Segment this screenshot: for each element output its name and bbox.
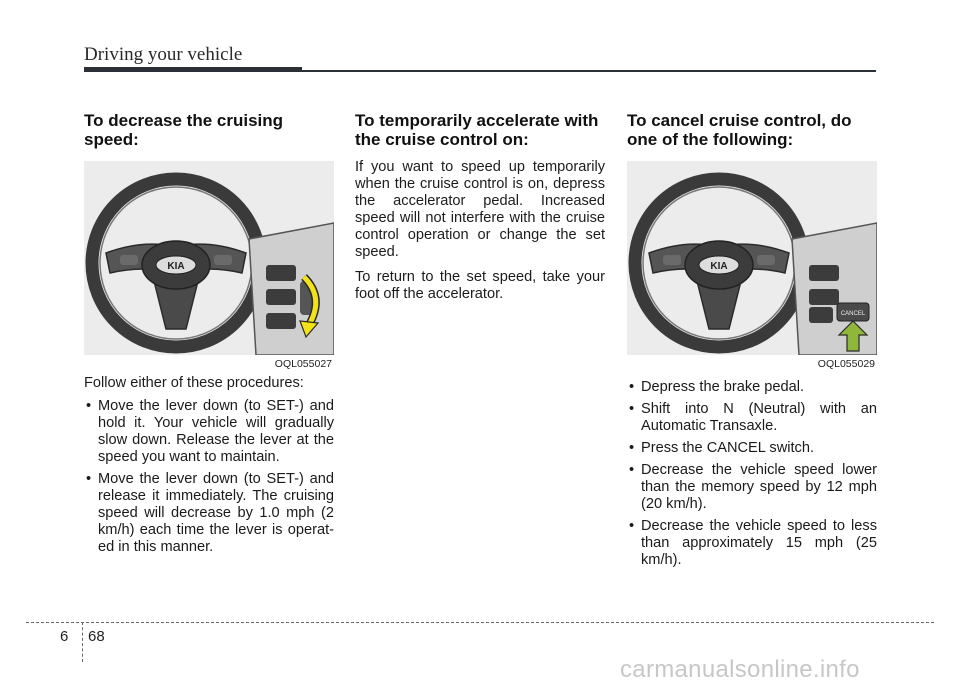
svg-text:CANCEL: CANCEL [840,311,866,317]
list-item: • Move the lever down (to SET-) and hold it. Your vehicle will gradually slow down. Release the lever at the speed you want to maintain. [86,398,334,465]
header-rule-thin [302,70,876,72]
section-heading: To temporarily accelerate with the cruise control on: [355,111,599,149]
list-item: • Decrease the vehicle speed to less than approximately 15 mph (25 km/h). [629,518,877,568]
page-number: 68 [88,628,105,645]
column-decrease-speed [84,111,334,561]
procedure-intro: Follow either of these procedures: [84,375,304,391]
header-rule-thick [84,67,302,72]
column-temporarily-accelerate [355,111,605,303]
list-item: • Move the lever down (to SET-) and release it immediately. The cruising speed will decrease by 1.0 mph (2 km/h) each time the lever is operat-ed in this manner. [86,471,334,555]
svg-text:KIA: KIA [710,261,728,272]
figure-code: OQL055027 [274,358,332,370]
section-heading: To decrease the cruising speed: [84,111,284,149]
svg-text:KIA: KIA [167,261,185,272]
page-header-title: Driving your vehicle [84,44,243,65]
section-heading: To cancel cruise control, do one of the following: [627,111,852,149]
chapter-number: 6 [60,628,69,645]
steering-wheel-illustration [627,161,877,355]
list-item: • Depress the brake pedal. [629,379,805,395]
list-item: • Decrease the vehicle speed lower than the memory speed by 12 mph (20 km/h). [629,462,877,512]
footer-divider [82,622,83,662]
list-item: • Shift into N (Neutral) with an Automatic Transaxle. [629,401,877,434]
list-item: • Press the CANCEL switch. [629,440,815,456]
paragraph: To return to the set speed, take your foot off the accelerator. [355,269,605,302]
footer-rule [26,622,934,623]
steering-wheel-figure-set [84,161,334,355]
steering-wheel-figure-cancel [627,161,877,355]
cancel-options-list [627,379,877,569]
watermark: carmanualsonline.info [620,656,860,683]
paragraph: If you want to speed up temporarily when the cruise control is on, depress the accelerator pedal. Increased speed will not interfere with the cruise control operation or change the set speed. [355,159,605,260]
procedure-list [84,398,334,556]
column-cancel-cruise [627,111,877,574]
steering-wheel-illustration [84,161,334,355]
figure-code: OQL055029 [817,358,875,370]
